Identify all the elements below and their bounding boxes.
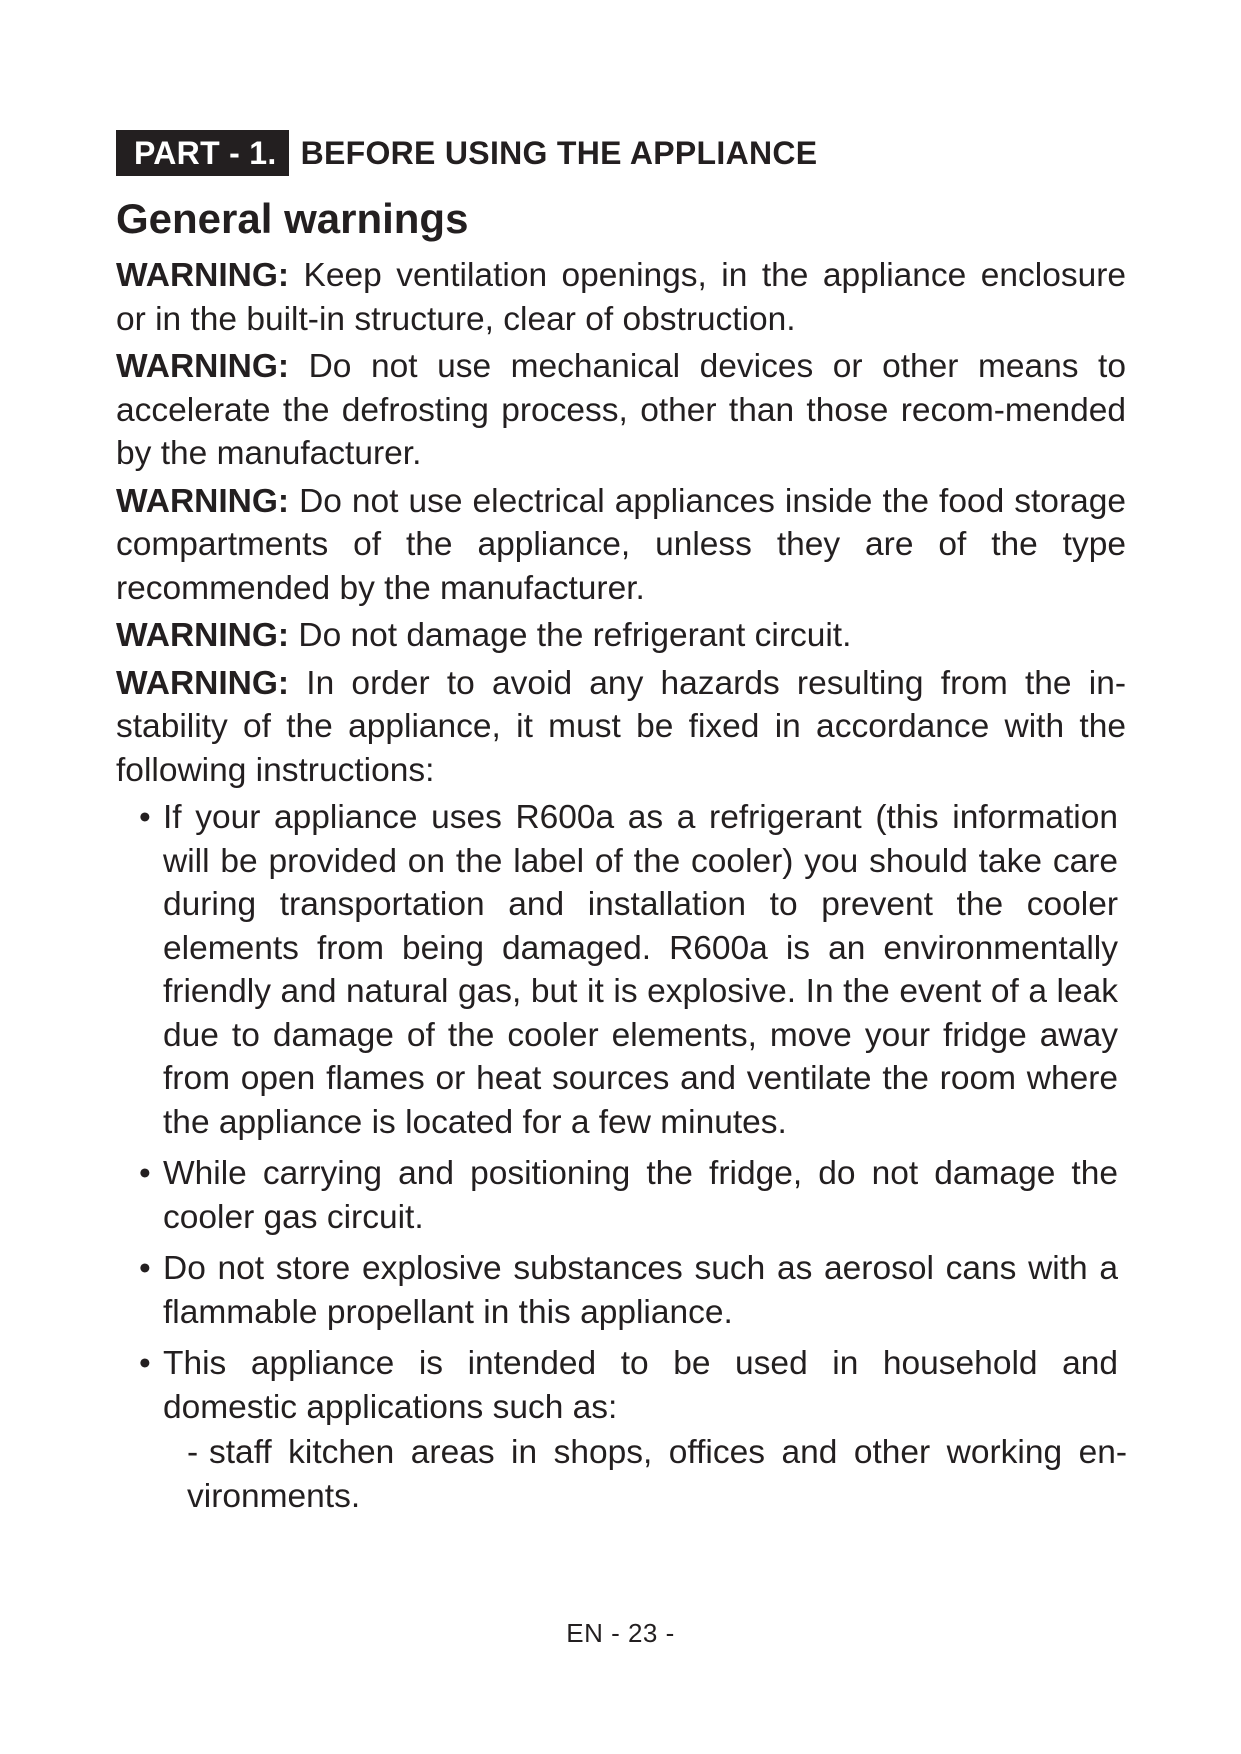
bullet-icon: • bbox=[139, 1155, 151, 1192]
bullet-icon: • bbox=[139, 799, 151, 836]
warning-label: WARNING: bbox=[116, 482, 290, 520]
sub-list-item-text: staff kitchen areas in shops, offices and other working en-vironments. bbox=[187, 1434, 1127, 1515]
part-title: BEFORE USING THE APPLIANCE bbox=[300, 135, 818, 171]
sub-list-item bbox=[116, 1431, 1127, 1518]
warning-defrosting bbox=[116, 345, 1126, 476]
list-item bbox=[116, 1247, 1118, 1334]
warning-label: WARNING: bbox=[116, 617, 290, 654]
list-item bbox=[116, 796, 1118, 1144]
list-item-text: This appliance is intended to be used in household and domestic applications such as: bbox=[163, 1345, 1118, 1426]
warning-text: In order to avoid any hazards resulting from the in-stability of the appliance, it must be fixed in accordance with the following instructions: bbox=[116, 664, 1126, 789]
dash-marker: - bbox=[187, 1434, 199, 1471]
instruction-list bbox=[116, 796, 1126, 1518]
part-badge: PART - 1. bbox=[116, 130, 289, 176]
list-item bbox=[116, 1152, 1118, 1239]
bullet-icon: • bbox=[139, 1345, 151, 1382]
list-item-text: If your appliance uses R600a as a refrigerant (this information will be provided on the label of the cooler) you should take care during transportation and installation to prevent the cooler elements from being damaged. R600a is an environmentally friendly and natural gas, but it is explosive. In the event of a leak due to damage of the cooler elements, move your fridge away from open flames or heat sources and ventilate the room where the appliance is located for a few minutes. bbox=[163, 799, 1118, 1141]
warning-text: Do not use mechanical devices or other means to accelerate the defrosting process, other than those recom-mended by the manufacturer. bbox=[116, 348, 1126, 472]
warning-text: Do not damage the refrigerant circuit. bbox=[298, 617, 852, 654]
warning-refrigerant-circuit bbox=[116, 614, 1126, 658]
warning-text: Keep ventilation openings, in the appliance enclosure or in the built-in structure, clear of obstruction. bbox=[116, 257, 1126, 338]
section-title: General warnings bbox=[116, 195, 469, 242]
bullet-icon: • bbox=[139, 1250, 151, 1287]
warning-label: WARNING: bbox=[116, 664, 290, 702]
warning-label: WARNING: bbox=[116, 348, 290, 385]
document-page bbox=[116, 130, 1126, 1526]
warning-ventilation bbox=[116, 254, 1126, 341]
warning-text: Do not use electrical appliances inside the food storage compartments of the appliance, unless they are of the type recommended by the manufacturer. bbox=[116, 482, 1126, 607]
warning-label: WARNING: bbox=[116, 257, 290, 294]
page-number: EN - 23 - bbox=[566, 1618, 675, 1648]
list-item-text: While carrying and positioning the fridge, do not damage the cooler gas circuit. bbox=[163, 1155, 1118, 1236]
warning-electrical-appliances bbox=[116, 480, 1126, 611]
warning-stability bbox=[116, 662, 1126, 793]
list-item-text: Do not store explosive substances such as aerosol cans with a flammable propellant in this appliance. bbox=[163, 1250, 1118, 1331]
part-header bbox=[116, 130, 1126, 176]
list-item bbox=[116, 1342, 1127, 1518]
